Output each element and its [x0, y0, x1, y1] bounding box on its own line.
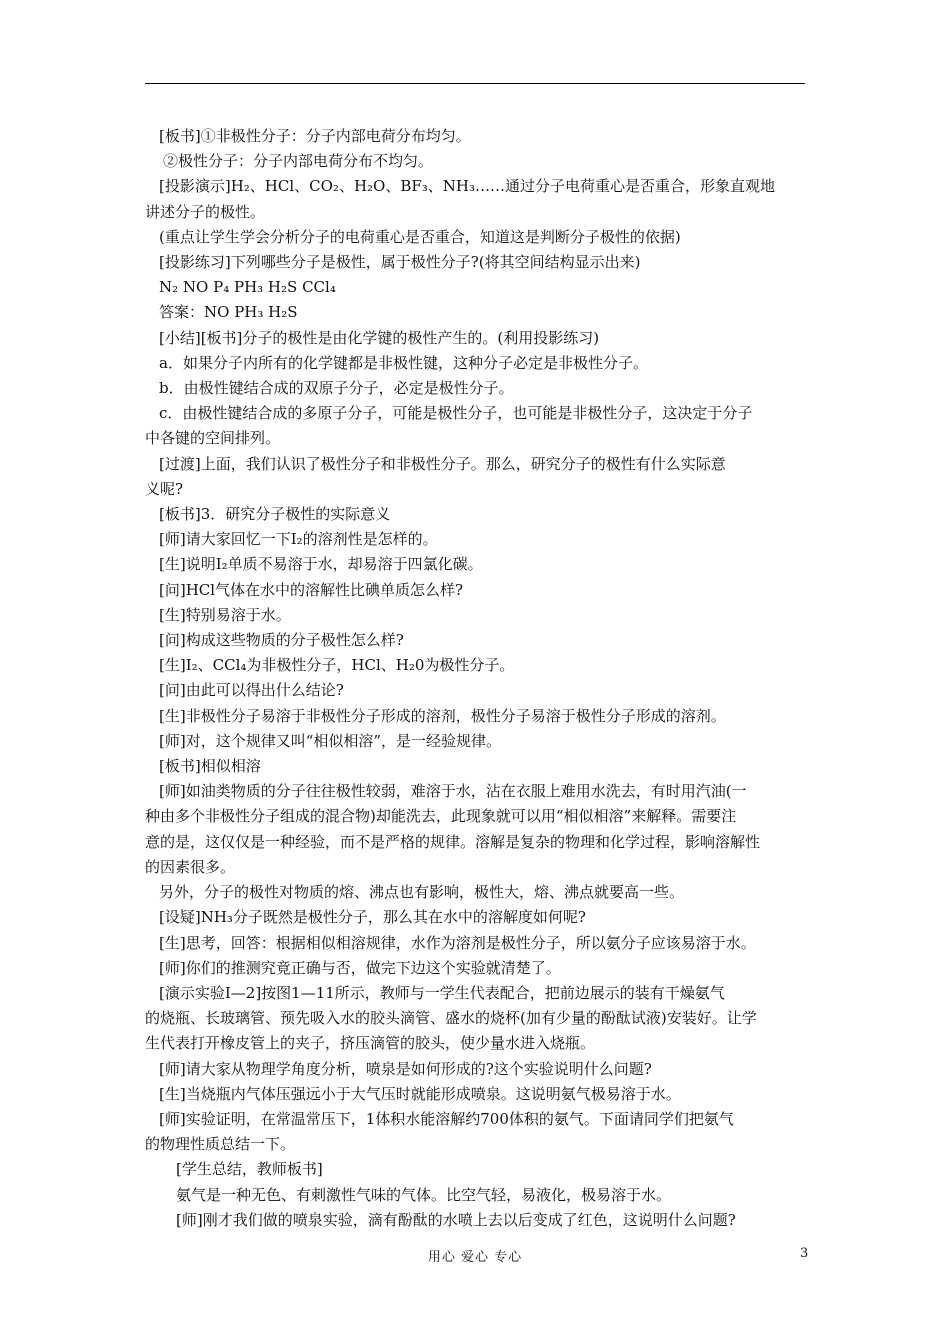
text-line: c．由极性键结合成的多原子分子，可能是极性分子，也可能是非极性分子，这决定于分子 [159, 404, 753, 423]
text-line: 的烧瓶、长玻璃管、预先吸入水的胶头滴管、盛水的烧杯(加有少量的酚酞试液)安装好。让学 [145, 1009, 757, 1028]
text-line: 另外，分子的极性对物质的熔、沸点也有影响，极性大，熔、沸点就要高一些。 [159, 883, 685, 902]
text-line: [设疑]NH₃分子既然是极性分子，那么其在水中的溶解度如何呢? [159, 908, 586, 927]
text-line: [师]你们的推测究竟正确与否，做完下边这个实验就清楚了。 [159, 958, 561, 977]
text-line: [生]特别易溶于水。 [159, 605, 291, 624]
text-line: [师]请大家从物理学角度分析，喷泉是如何形成的?这个实验说明什么问题? [159, 1059, 652, 1078]
text-line: [投影演示]H₂、HCl、CO₂、H₂O、BF₃、NH₃……通过分子电荷重心是否重合，形象直观地 [159, 177, 775, 196]
text-line: 讲述分子的极性。 [145, 202, 266, 221]
text-line: 意的是，这仅仅是一种经验，而不是严格的规律。溶解是复杂的物理和化学过程，影响溶解性 [145, 832, 761, 851]
text-line: [师]对，这个规律又叫“相似相溶”，是一经验规律。 [159, 731, 502, 750]
text-line: [学生总结，教师板书] [176, 1160, 323, 1179]
text-line: N₂ NO P₄ PH₃ H₂S CCl₄ [159, 278, 336, 297]
text-line: [师]请大家回忆一下I₂的溶剂性是怎样的。 [159, 530, 438, 549]
text-line: [问]HCl气体在水中的溶解性比碘单质怎么样? [159, 580, 464, 599]
page-number: 3 [800, 1246, 809, 1261]
text-line: [板书]相似相溶 [159, 757, 261, 776]
text-line: 氨气是一种无色、有刺激性气味的气体。比空气轻，易液化，极易溶于水。 [176, 1185, 672, 1204]
text-line: 的物理性质总结一下。 [145, 1135, 296, 1154]
text-line: [生]思考，回答：根据相似相溶规律，水作为溶剂是极性分子，所以氨分子应该易溶于水。 [159, 933, 756, 952]
text-line: (重点让学生学会分析分子的电荷重心是否重合，知道这是判断分子极性的依据) [159, 227, 681, 246]
text-line: [师]如油类物质的分子往往极性较弱，难溶于水，沾在衣服上难用水洗去，有时用汽油(一 [159, 782, 747, 801]
text-line: 生代表打开橡皮管上的夹子，挤压滴管的胶头，使少量水进入烧瓶。 [145, 1034, 596, 1053]
text-line: [师]刚才我们做的喷泉实验，滴有酚酞的水喷上去以后变成了红色，这说明什么问题? [176, 1210, 736, 1229]
text-line: [问]由此可以得出什么结论? [159, 681, 344, 700]
text-line: [小结][板书]分子的极性是由化学键的极性产生的。(利用投影练习) [159, 328, 600, 347]
footer-motto: 用心 爱心 专心 [427, 1250, 523, 1265]
text-line: [投影练习]下列哪些分子是极性，属于极性分子?(将其空间结构显示出来) [159, 253, 641, 272]
header-rule [145, 83, 805, 84]
text-line: [板书]3．研究分子极性的实际意义 [159, 505, 391, 524]
document-body [145, 124, 807, 1233]
text-line: a．如果分子内所有的化学键都是非极性键，这种分子必定是非极性分子。 [159, 353, 648, 372]
text-line: [生]I₂、CCl₄为非极性分子，HCl、H₂0为极性分子。 [159, 656, 515, 675]
text-line: b．由极性键结合成的双原子分子，必定是极性分子。 [159, 379, 514, 398]
text-line: [生]非极性分子易溶于非极性分子形成的溶剂，极性分子易溶于极性分子形成的溶剂。 [159, 706, 726, 725]
text-line: 中各键的空间排列。 [145, 429, 281, 448]
text-line: 答案：NO PH₃ H₂S [159, 303, 298, 322]
text-line: [过渡]上面，我们认识了极性分子和非极性分子。那么，研究分子的极性有什么实际意 [159, 454, 726, 473]
text-line: 义呢? [145, 479, 184, 498]
text-line: [演示实验I—2]按图1—11所示，教师与一学生代表配合，把前边展示的装有干燥氨气 [159, 983, 725, 1002]
text-line: 的因素很多。 [145, 857, 236, 876]
text-line: [问]构成这些物质的分子极性怎么样? [159, 631, 404, 650]
text-line: [生]当烧瓶内气体压强远小于大气压时就能形成喷泉。这说明氨气极易溶于水。 [159, 1084, 681, 1103]
text-line: [板书]①非极性分子：分子内部电荷分布均匀。 [159, 127, 471, 145]
text-line: ②极性分子：分子内部电荷分布不均匀。 [163, 152, 434, 171]
text-line: 种由多个非极性分子组成的混合物)却能洗去，此现象就可以用“相似相溶”来解释。需要注 [145, 807, 737, 826]
text-line: [师]实验证明，在常温常压下，1体积水能溶解约700体积的氨气。下面请同学们把氨气 [159, 1109, 734, 1128]
text-line: [生]说明I₂单质不易溶于水，却易溶于四氯化碳。 [159, 555, 483, 574]
